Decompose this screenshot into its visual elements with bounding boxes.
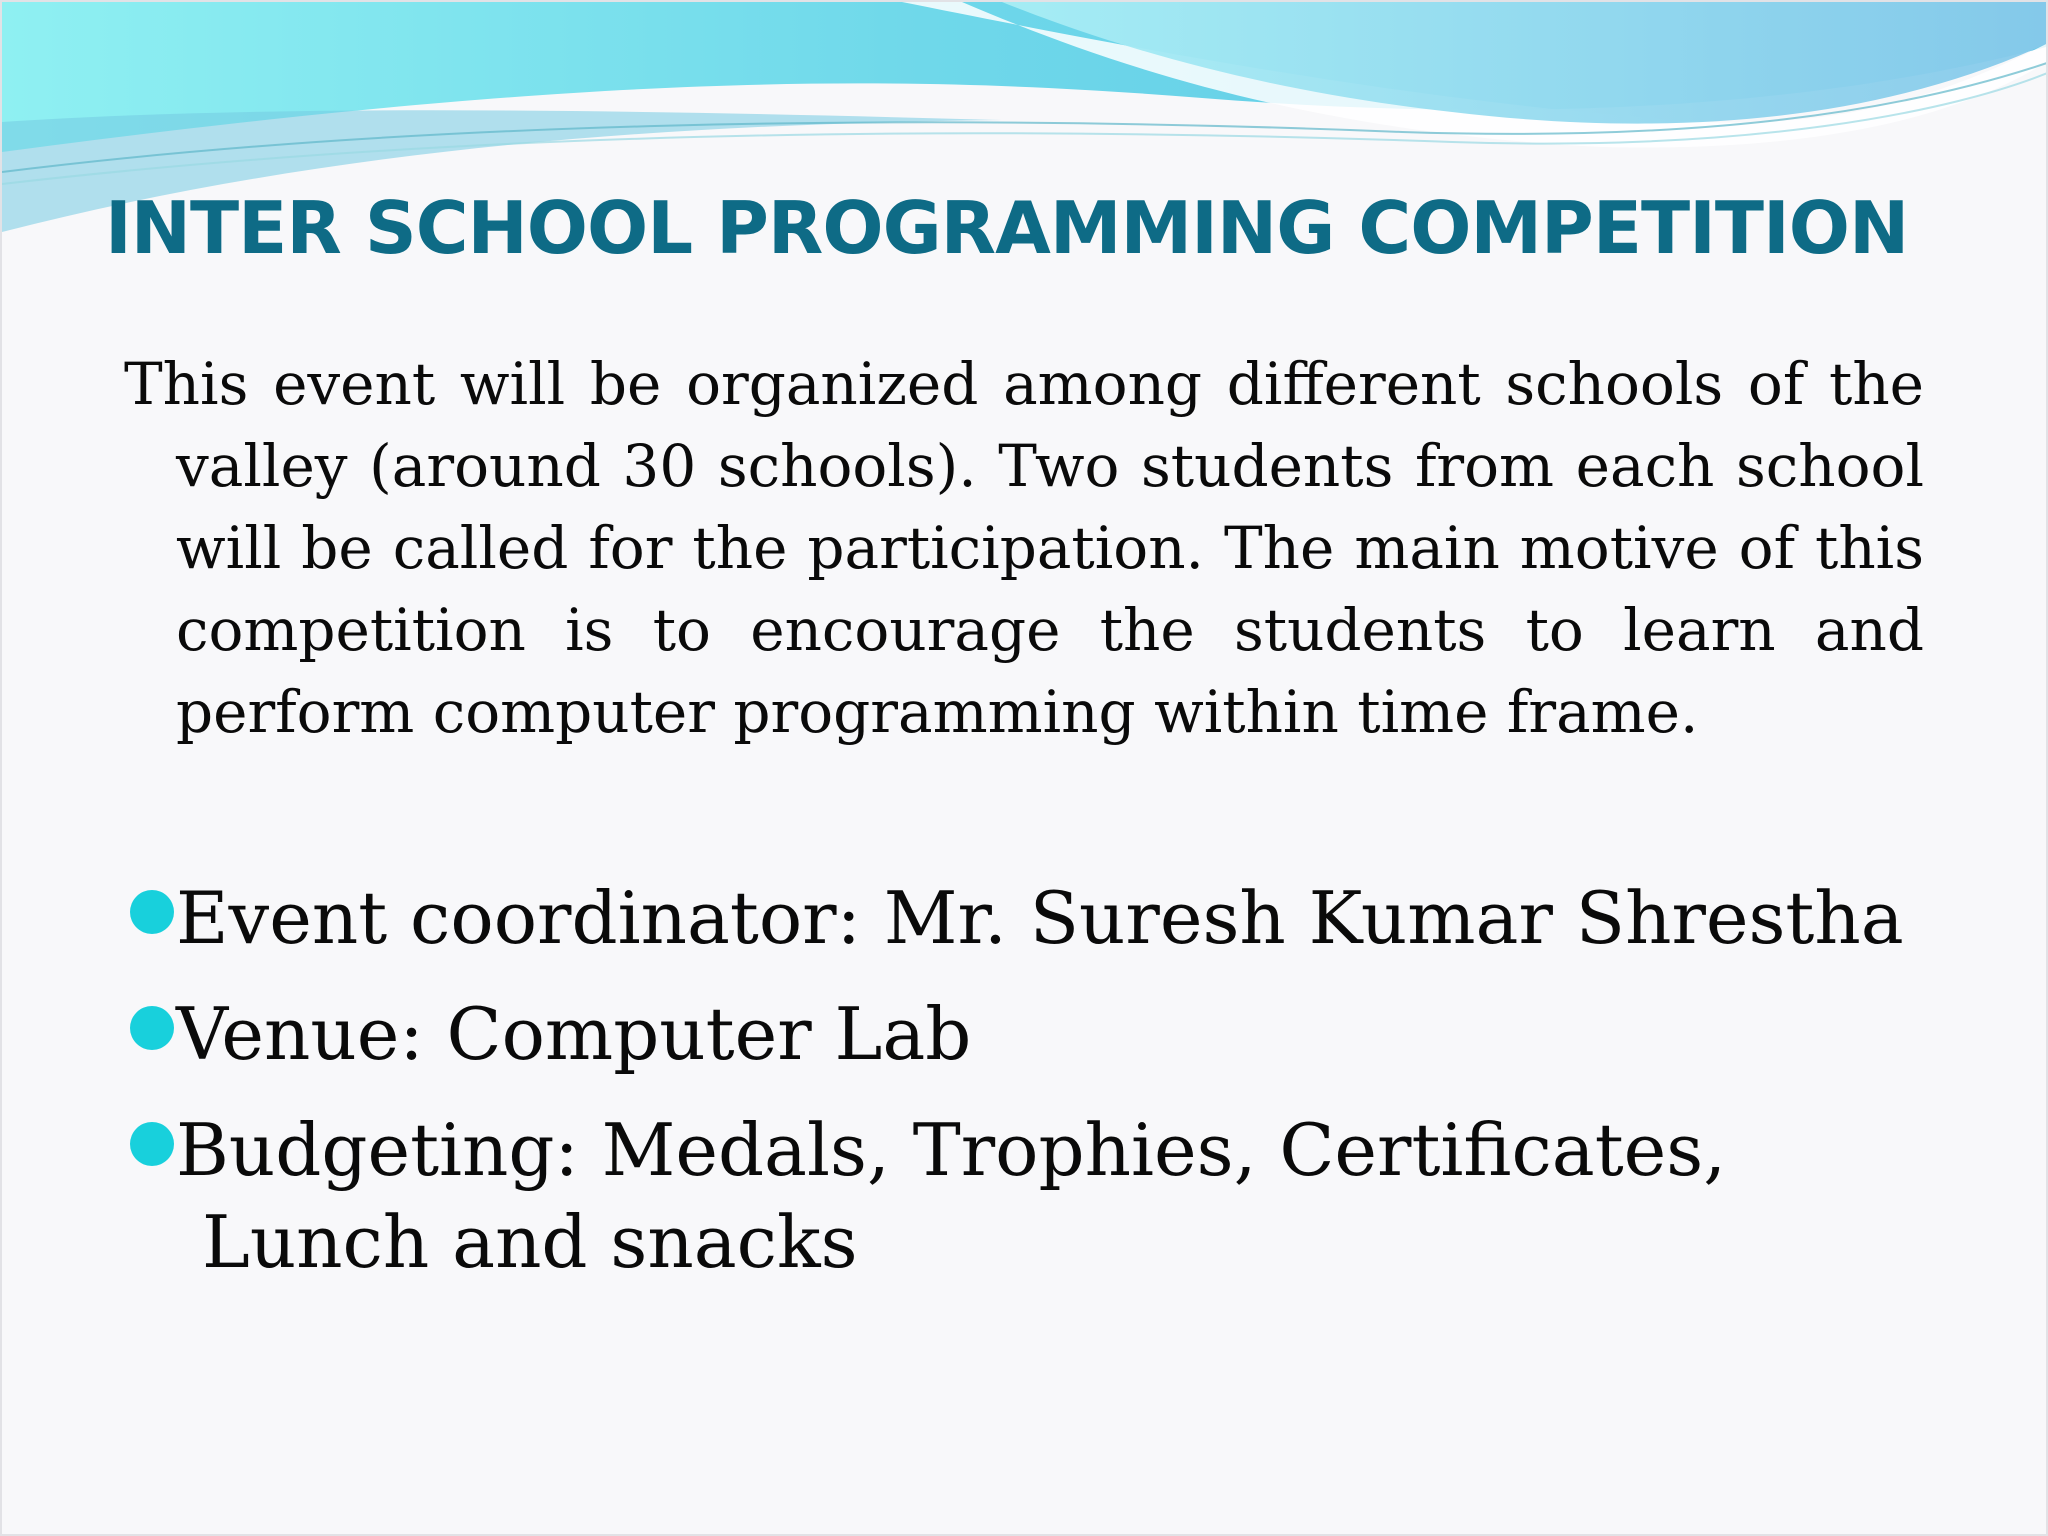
slide-title: INTER SCHOOL PROGRAMMING COMPETITION	[105, 186, 1909, 270]
detail-item-budgeting	[130, 1104, 1950, 1288]
detail-text-venue: Venue: Computer Lab	[176, 992, 972, 1076]
bullet-dot-icon	[130, 890, 174, 934]
detail-item-venue	[130, 988, 1950, 1080]
detail-text-coordinator: Event coordinator: Mr. Suresh Kumar Shrestha	[176, 876, 1904, 960]
detail-text-budgeting: Budgeting: Medals, Trophies, Certificates, Lunch and snacks	[176, 1108, 1727, 1284]
intro-paragraph: This event will be organized among different schools of the valley (around 30 schools). Two students from each school will be called for the participation. The main motive of this competition is to encourage the students to learn and perform computer programming within time frame.	[124, 350, 1924, 746]
details-list	[130, 872, 1950, 1312]
detail-item-coordinator	[130, 872, 1950, 964]
bullet-dot-icon	[130, 1122, 174, 1166]
bullet-dot-icon	[130, 1006, 174, 1050]
